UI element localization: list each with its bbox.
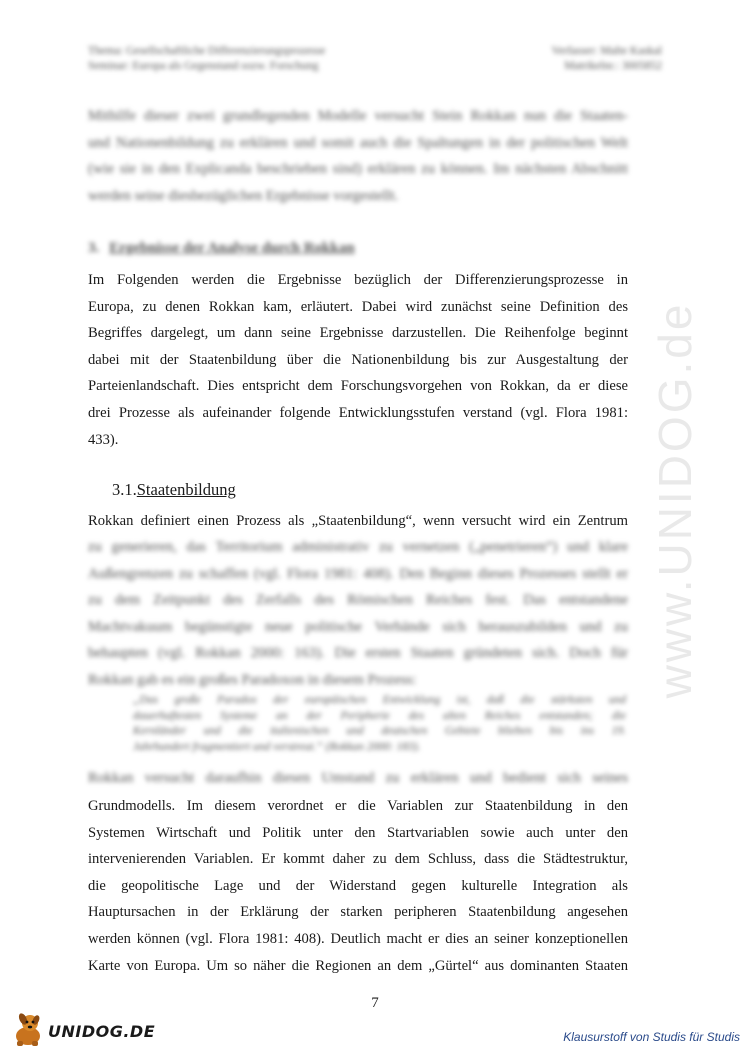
text-line: 433).	[88, 431, 119, 448]
header-topic: Thema: Gesellschaftliche Differenzierungsprozesse	[88, 45, 326, 57]
text-line: Europa, zu denen Rokkan kam, erläutert. Dabei wird zunächst seine Definition des	[88, 298, 628, 315]
text-line: werden seine diesbezüglichen Ergebnisse vorgestellt.	[88, 187, 399, 204]
footer-slogan: Klausurstoff von Studis für Studis	[563, 1030, 740, 1044]
section-title: Staatenbildung	[136, 480, 236, 499]
quote-line: dauerhaftesten Systeme an der Peripherie des alten Reiches entstanden; die	[133, 709, 626, 722]
block-quote	[133, 693, 626, 755]
text-line: Hauptursachen in der Erklärung der starken peripheren Staatenbildung angesehen	[88, 904, 628, 921]
header-matrikel: Matrikelnr.: 3005852	[564, 60, 662, 72]
section-3-1-heading	[112, 480, 236, 500]
text-line: Im Folgenden werden die Ergebnisse bezüglich der Differenzierungsprozesse in	[88, 272, 628, 288]
intro-paragraph	[88, 103, 628, 209]
text-line: Karte von Europa. Um so näher die Regionen an dem „Gürtel“ aus dominanten Staaten	[88, 957, 628, 974]
text-line: Parteienlandschaft. Dies entspricht dem Forschungsvorgehen von Rokkan, da er diese	[88, 378, 628, 395]
text-line: und Nationenbildung zu erklären und somit auch die Spaltungen in der politischen Welt	[88, 134, 628, 151]
section-number: 3.	[88, 240, 100, 256]
text-line: Rokkan gab es ein großes Paradoxon in diesem Prozess:	[88, 671, 417, 688]
text-line: Systemen Wirtschaft und Politik unter den Startvariablen sowie auch unter den	[88, 824, 628, 841]
section-3-paragraph	[88, 267, 628, 453]
text-line: behaupten (vgl. Rokkan 2000: 163). Die ersten Staaten gründeten sich. Doch für	[88, 645, 628, 662]
header-left	[88, 44, 325, 74]
section-3-1-first-line	[88, 508, 628, 535]
header-right	[552, 44, 663, 74]
dog-icon	[8, 1010, 48, 1048]
text-line: Begriffes dargelegt, um dann seine Ergebnisse darzustellen. Die Reihenfolge beginnt	[88, 325, 628, 342]
text-line: intervenierenden Variablen. Er kommt daher zu dem Schluss, dass die Städtestruktur,	[88, 851, 628, 868]
section-title: Ergebnisse der Analyse durch Rokkan	[109, 240, 355, 256]
quote-line: Kernländer und die italienischen und deutschen Gebiete blieben bis ins 19.	[133, 725, 626, 737]
post-quote-blurred-line	[88, 765, 628, 792]
text-line: zu generieren, das Territorium administrativ zu vernetzen („penetrieren“) und klare	[88, 539, 628, 555]
text-line: werden können (vgl. Flora 1981: 408). Deutlich macht er dies an seiner konzeptionellen	[88, 930, 628, 947]
watermark: www.UNIDOG.de	[649, 301, 701, 699]
section-3-1-paragraph	[88, 793, 628, 979]
section-3-1-blurred-text	[88, 534, 628, 694]
quote-line: Jahrhundert fragmentiert und verstreut.“ (Rokkan 2000: 183).	[133, 740, 421, 753]
text-line: Grundmodells. Im diesem verordnet er die Variablen zur Staatenbildung in den	[88, 798, 628, 814]
text-line: Außengrenzen zu schaffen (vgl. Flora 1981: 408). Den Beginn dieses Prozesses stellt er	[88, 565, 628, 582]
page-number: 7	[371, 995, 379, 1011]
header-author: Verfasser: Malte Kaskal	[551, 45, 662, 57]
unidog-logo[interactable]	[6, 1010, 156, 1048]
text-line: (wie sie in den Explicanda beschrieben sind) erklären zu können. Im nächsten Abschnitt	[88, 161, 628, 178]
text-line: die geopolitische Lage und der Widerstand gegen kulturelle Integration als	[88, 877, 628, 894]
text-line: Rokkan definiert einen Prozess als „Staatenbildung“, wenn versucht wird ein Zentrum	[88, 513, 628, 529]
text-line: Rokkan versucht daraufhin diesen Umstand zu erklären und bedient sich seines	[88, 770, 628, 786]
text-line: zu dem Zeitpunkt des Zerfalls des Römischen Reiches fest. Das entstandene	[88, 592, 628, 609]
header-seminar: Seminar: Europa als Gegenstand sozw. Forschung	[88, 60, 319, 72]
quote-line: „Das große Paradox der europäischen Entwicklung ist, daß die stärksten und	[133, 694, 626, 706]
section-number: 3.1.	[112, 480, 137, 499]
text-line: Mithilfe dieser zwei grundlegenden Modelle versucht Stein Rokkan nun die Staaten-	[88, 108, 628, 124]
text-line: dabei mit der Staatenbildung über die Nationenbildung bis zur Ausgestaltung der	[88, 351, 628, 368]
section-3-heading	[88, 240, 355, 257]
text-line: drei Prozesse als aufeinander folgende Entwicklungsstufen verstand (vgl. Flora 1981:	[88, 404, 628, 421]
text-line: Machtvakuum begünstigte neue politische Verbände sich herauszubilden und zu	[88, 618, 628, 635]
logo-text: UNIDOG.DE	[48, 1022, 156, 1041]
